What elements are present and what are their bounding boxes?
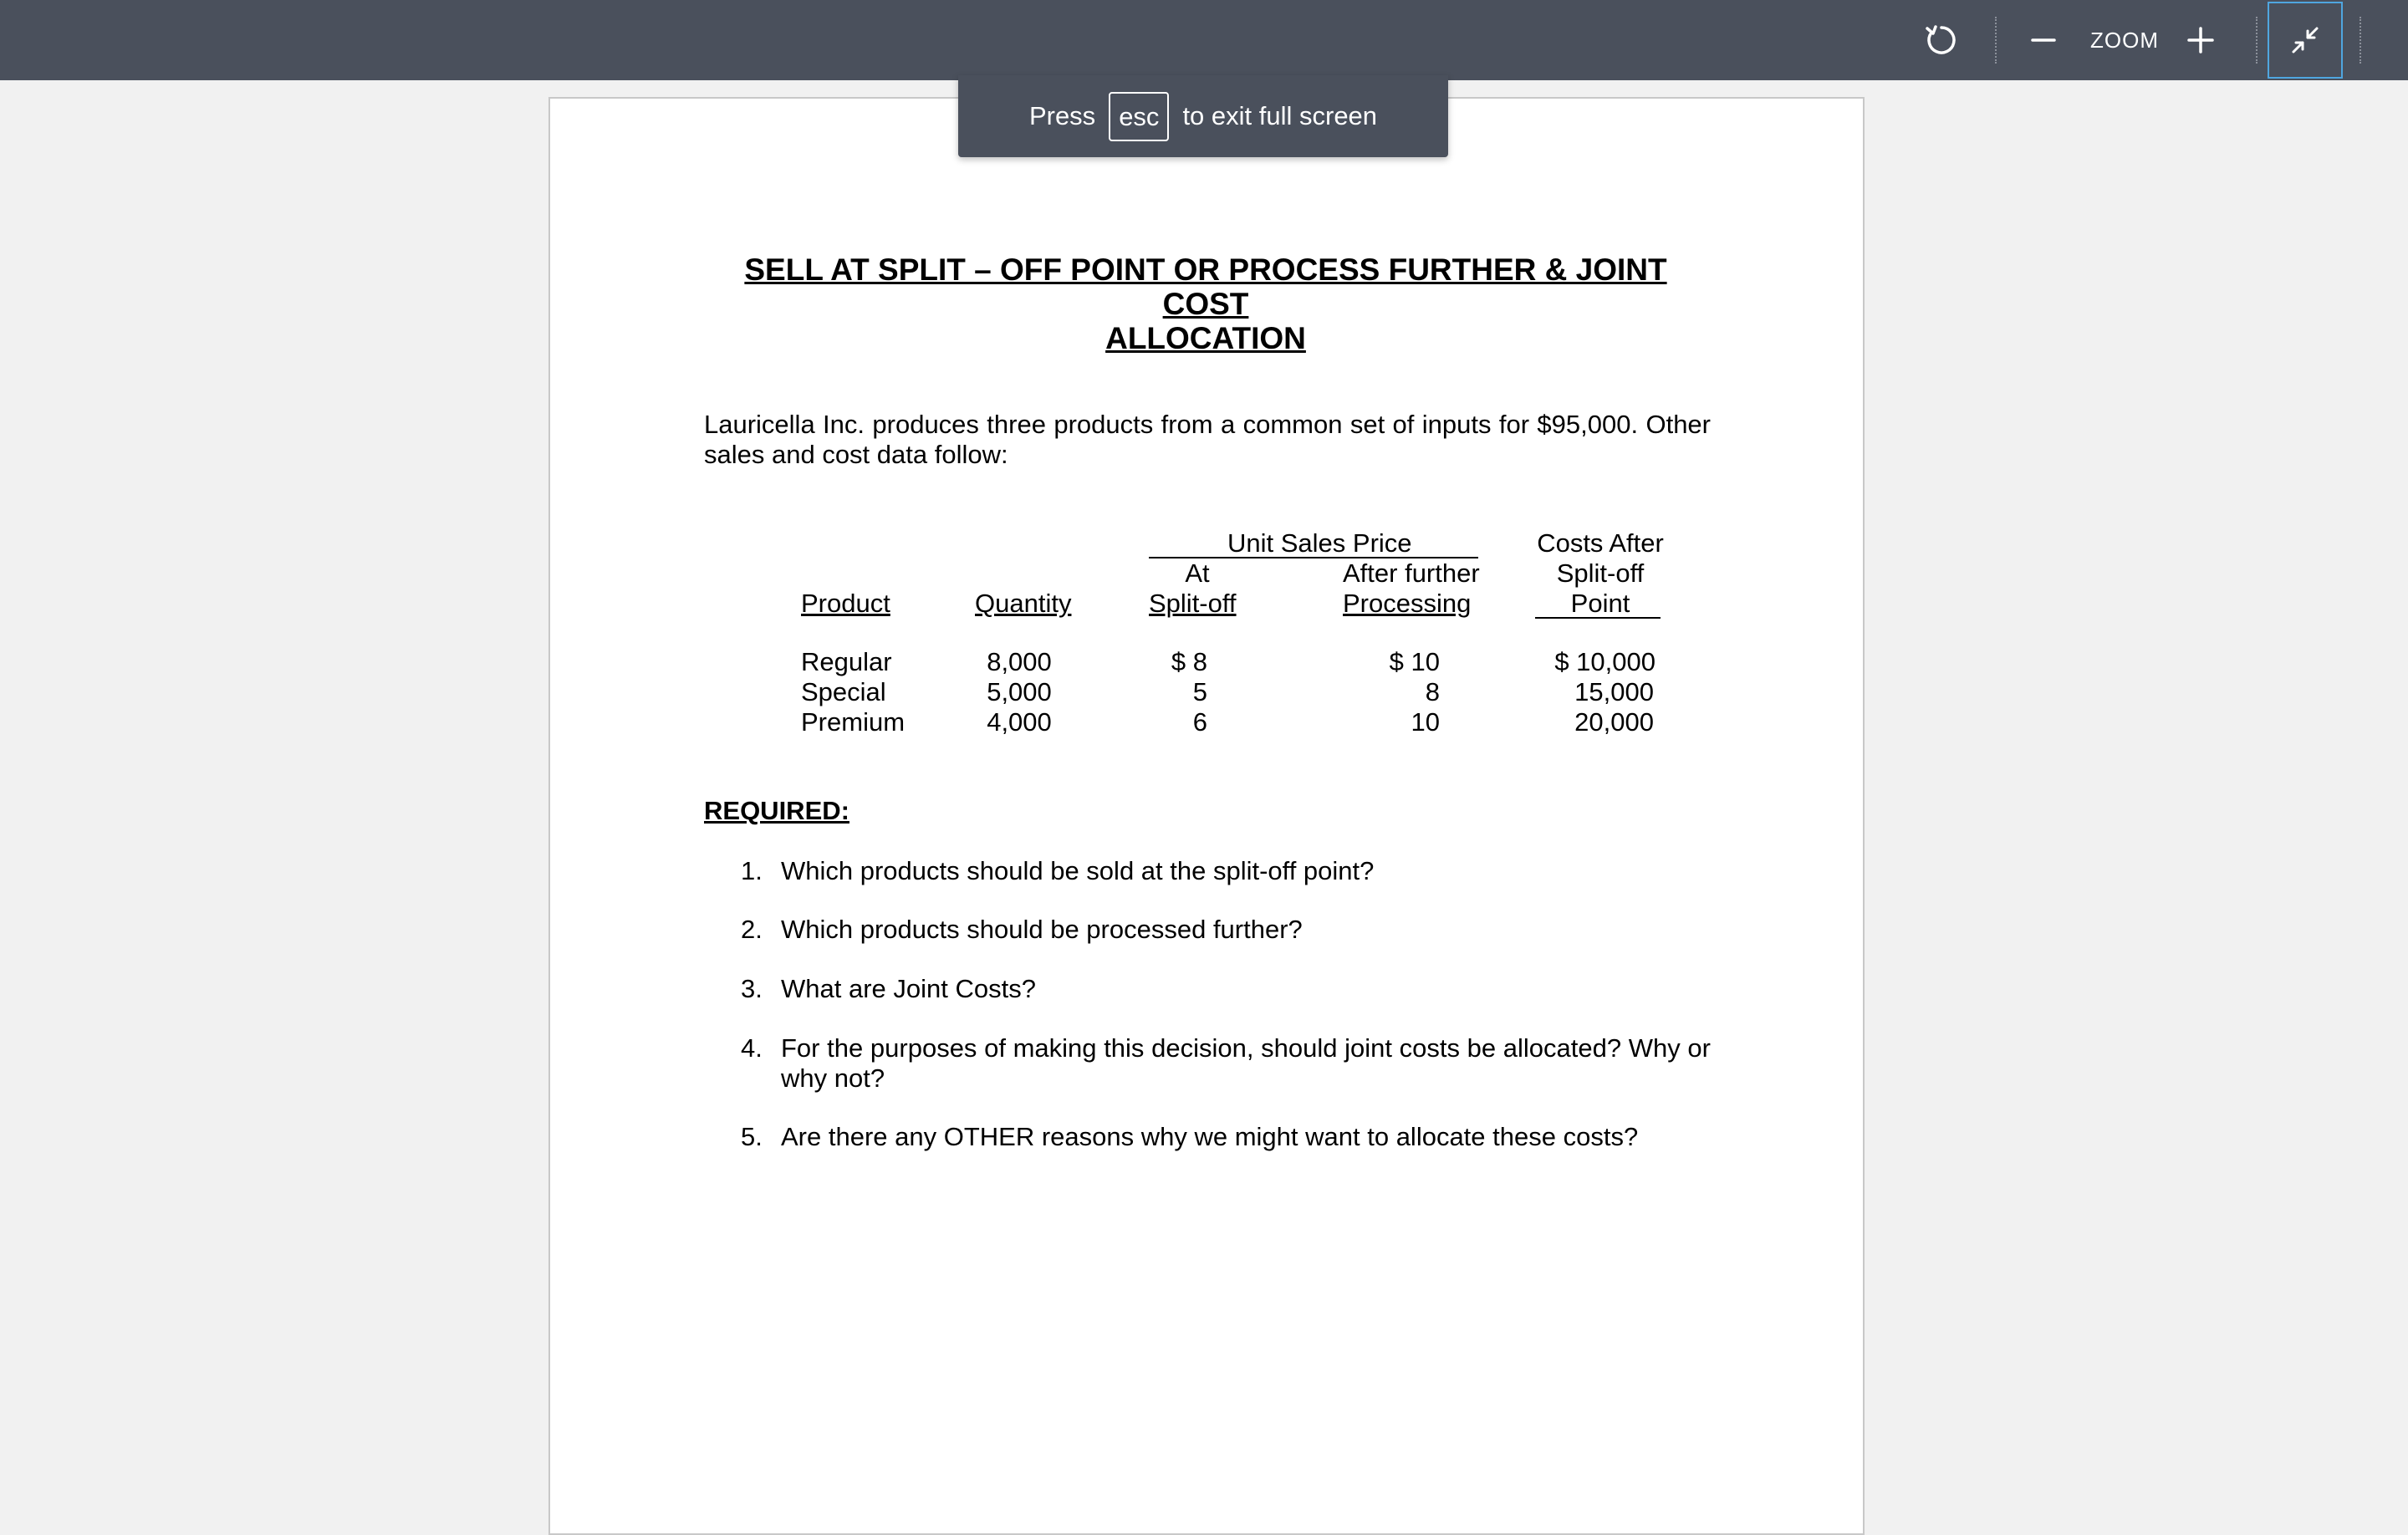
document-title	[704, 252, 1707, 355]
question-text: Are there any OTHER reasons why we might want to allocate these costs?	[781, 1122, 1639, 1151]
costs-header-line-1: Costs After	[1537, 528, 1664, 558]
toolbar-separator	[1995, 17, 1997, 64]
split-off-price-cell: 6	[1192, 707, 1207, 737]
costs-cell: $ 10,000	[1554, 647, 1656, 676]
at-header: At	[1185, 558, 1210, 588]
split-off-header: Split-off	[1149, 589, 1237, 618]
required-heading: REQUIRED:	[704, 796, 849, 825]
split-off-price-cell: 5	[1192, 677, 1207, 706]
question-text: Which products should be processed further?	[781, 915, 1303, 944]
further-price-cell: $ 10	[1389, 647, 1440, 676]
rotate-icon	[1925, 23, 1958, 57]
question-item	[741, 1122, 1711, 1152]
product-cell: Special	[801, 677, 886, 706]
quantity-header: Quantity	[975, 589, 1072, 618]
fullscreen-notice-before: Press	[1028, 101, 1096, 130]
zoom-label: ZOOM	[2090, 27, 2159, 53]
viewer-toolbar	[0, 0, 2408, 80]
fullscreen-notice	[958, 75, 1448, 157]
product-header: Product	[801, 589, 890, 618]
product-cell: Regular	[801, 647, 892, 676]
exit-fullscreen-icon	[2288, 23, 2322, 57]
question-item	[741, 974, 1711, 1004]
zoom-out-button[interactable]	[2020, 0, 2067, 80]
product-cell: Premium	[801, 707, 906, 737]
question-text: Which products should be sold at the split-off point?	[781, 856, 1375, 885]
costs-header-line-2: Split-off	[1556, 558, 1645, 588]
costs-cell: 15,000	[1574, 677, 1654, 706]
question-text: What are Joint Costs?	[781, 974, 1036, 1003]
quantity-cell: 8,000	[987, 647, 1052, 676]
question-number: 1.	[741, 856, 763, 885]
zoom-out-icon	[2030, 27, 2057, 54]
quantity-cell: 5,000	[987, 677, 1052, 706]
title-line-2: ALLOCATION	[1105, 321, 1306, 355]
question-number: 4.	[741, 1033, 763, 1063]
question-item	[741, 856, 1711, 886]
after-further-header: After further	[1343, 558, 1480, 588]
esc-key-badge: esc	[1109, 92, 1169, 141]
costs-cell: 20,000	[1574, 707, 1654, 737]
question-item	[741, 915, 1711, 945]
rotate-button[interactable]	[1915, 0, 1968, 80]
fullscreen-notice-after: to exit full screen	[1182, 101, 1378, 130]
title-line-1: SELL AT SPLIT – OFF POINT OR PROCESS FURTHER & JOINT COST	[744, 252, 1667, 321]
question-number: 5.	[741, 1122, 763, 1151]
question-text: For the purposes of making this decision, should joint costs be allocated? Why or why not?	[781, 1033, 1711, 1093]
quantity-cell: 4,000	[987, 707, 1052, 737]
further-price-cell: 8	[1425, 677, 1440, 706]
further-price-cell: 10	[1411, 707, 1440, 737]
split-off-price-cell: $ 8	[1171, 647, 1207, 676]
costs-header-line-3: Point	[1570, 589, 1630, 618]
intro-paragraph: Lauricella Inc. produces three products from a common set of inputs for $95,000. Other sales and cost data follow:	[704, 410, 1711, 469]
toolbar-separator	[2256, 17, 2258, 64]
unit-sales-price-header: Unit Sales Price	[1227, 528, 1412, 558]
zoom-in-button[interactable]	[2176, 0, 2226, 80]
processing-header: Processing	[1343, 589, 1472, 618]
question-number: 2.	[741, 915, 763, 944]
costs-header-rule	[1535, 617, 1661, 619]
question-item	[741, 1033, 1711, 1094]
exit-fullscreen-button[interactable]	[2268, 2, 2343, 79]
toolbar-separator	[2360, 17, 2361, 64]
question-number: 3.	[741, 974, 763, 1003]
zoom-in-icon	[2186, 25, 2216, 55]
